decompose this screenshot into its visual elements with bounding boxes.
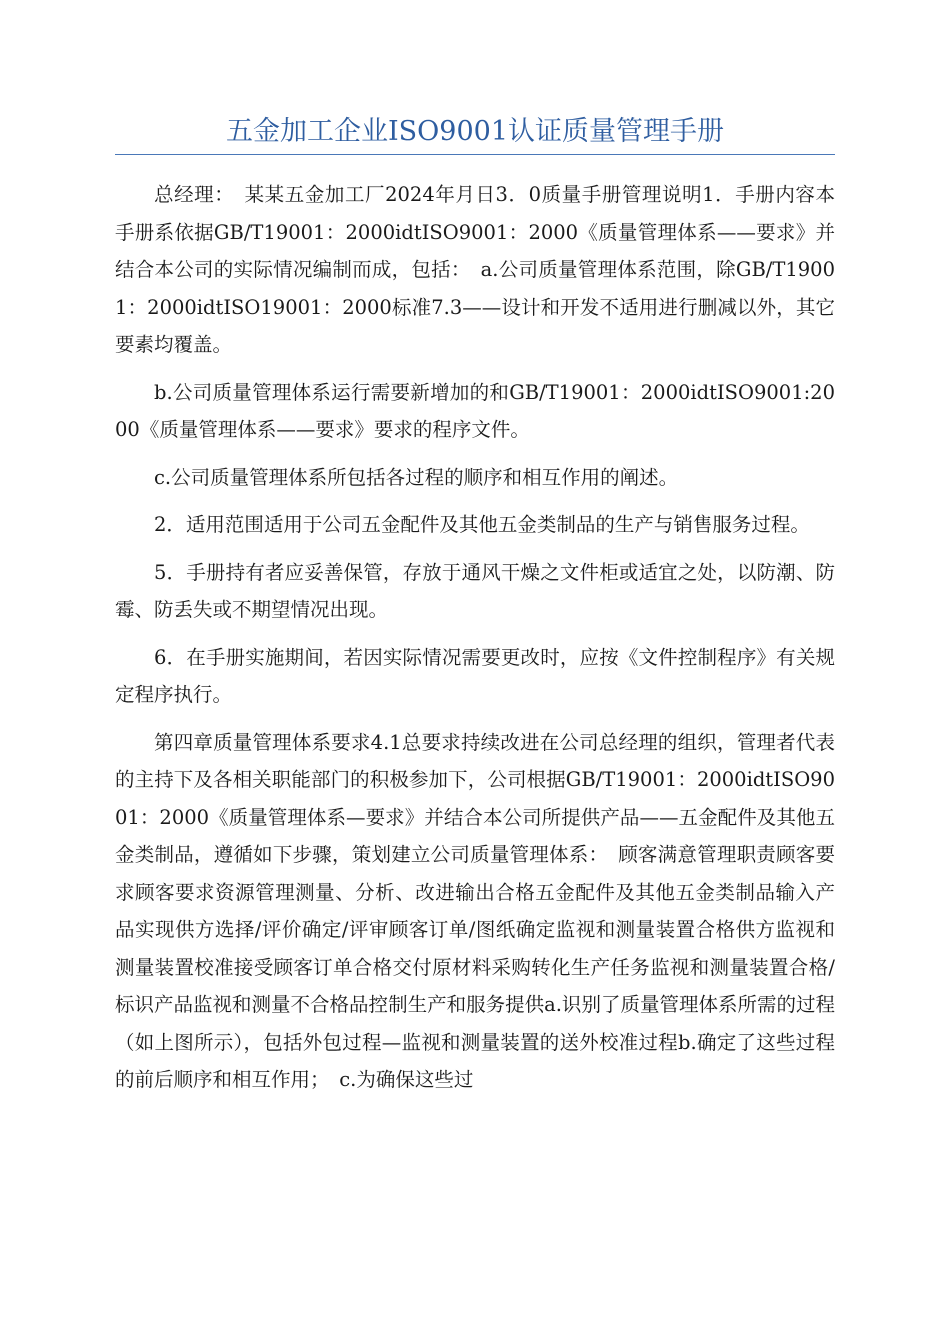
paragraph-holder: 5．手册持有者应妥善保管，存放于通风干燥之文件柜或适宜之处，以防潮、防霉、防丢失或不期望情况出现。: [115, 560, 835, 621]
paragraph-scope: 2．适用范围适用于公司五金配件及其他五金类制品的生产与销售服务过程。: [154, 513, 810, 536]
paragraph-change: 6．在手册实施期间，若因实际情况需要更改时，应按《文件控制程序》有关规定程序执行。: [115, 645, 835, 706]
document-body: [115, 176, 835, 1109]
document-title: 五金加工企业ISO9001认证质量管理手册: [225, 116, 724, 147]
paragraph-b: b.公司质量管理体系运行需要新增加的和GB/T19001：2000idtISO9001:2000《质量管理体系——要求》要求的程序文件。: [115, 380, 835, 441]
paragraph-intro: 总经理： 某某五金加工厂2024年月日3．0质量手册管理说明1．手册内容本手册系依据GB/T19001：2000idtISO9001：2000《质量管理体系——要求》并结合本公司的实际情况编制而成，包括： a.公司质量管理体系范围，除GB/T19001：2000idtISO19001：2000标准7.3——设计和开发不适用进行删减以外，其它要素均覆盖。: [115, 183, 835, 356]
title-underline: [115, 154, 835, 155]
paragraph-c: c.公司质量管理体系所包括各过程的顺序和相互作用的阐述。: [154, 465, 679, 489]
paragraph-chapter-four: 第四章质量管理体系要求4.1总要求持续改进在公司总经理的组织，管理者代表的主持下及各相关职能部门的积极参加下，公司根据GB/T19001：2000idtISO9001：2000《质量管理体系—要求》并结合本公司所提供产品——五金配件及其他五金类制品，遵循如下步骤，策划建立公司质量管理体系： 顾客满意管理职责顾客要求顾客要求资源管理测量、分析、改进输出合格五金配件及其他五金类制品输入产品实现供方选择/评价确定/评审顾客订单/图纸确定监视和测量装置合格供方监视和测量装置校准接受顾客订单合格交付原材料采购转化生产任务监视和测量装置合格/标识产品监视和测量不合格品控制生产和服务提供a.识别了质量管理体系所需的过程（如上图所示），包括外包过程—监视和测量装置的送外校准过程b.确定了这些过程的前后顺序和相互作用； c.为确保这些过: [115, 730, 835, 1091]
